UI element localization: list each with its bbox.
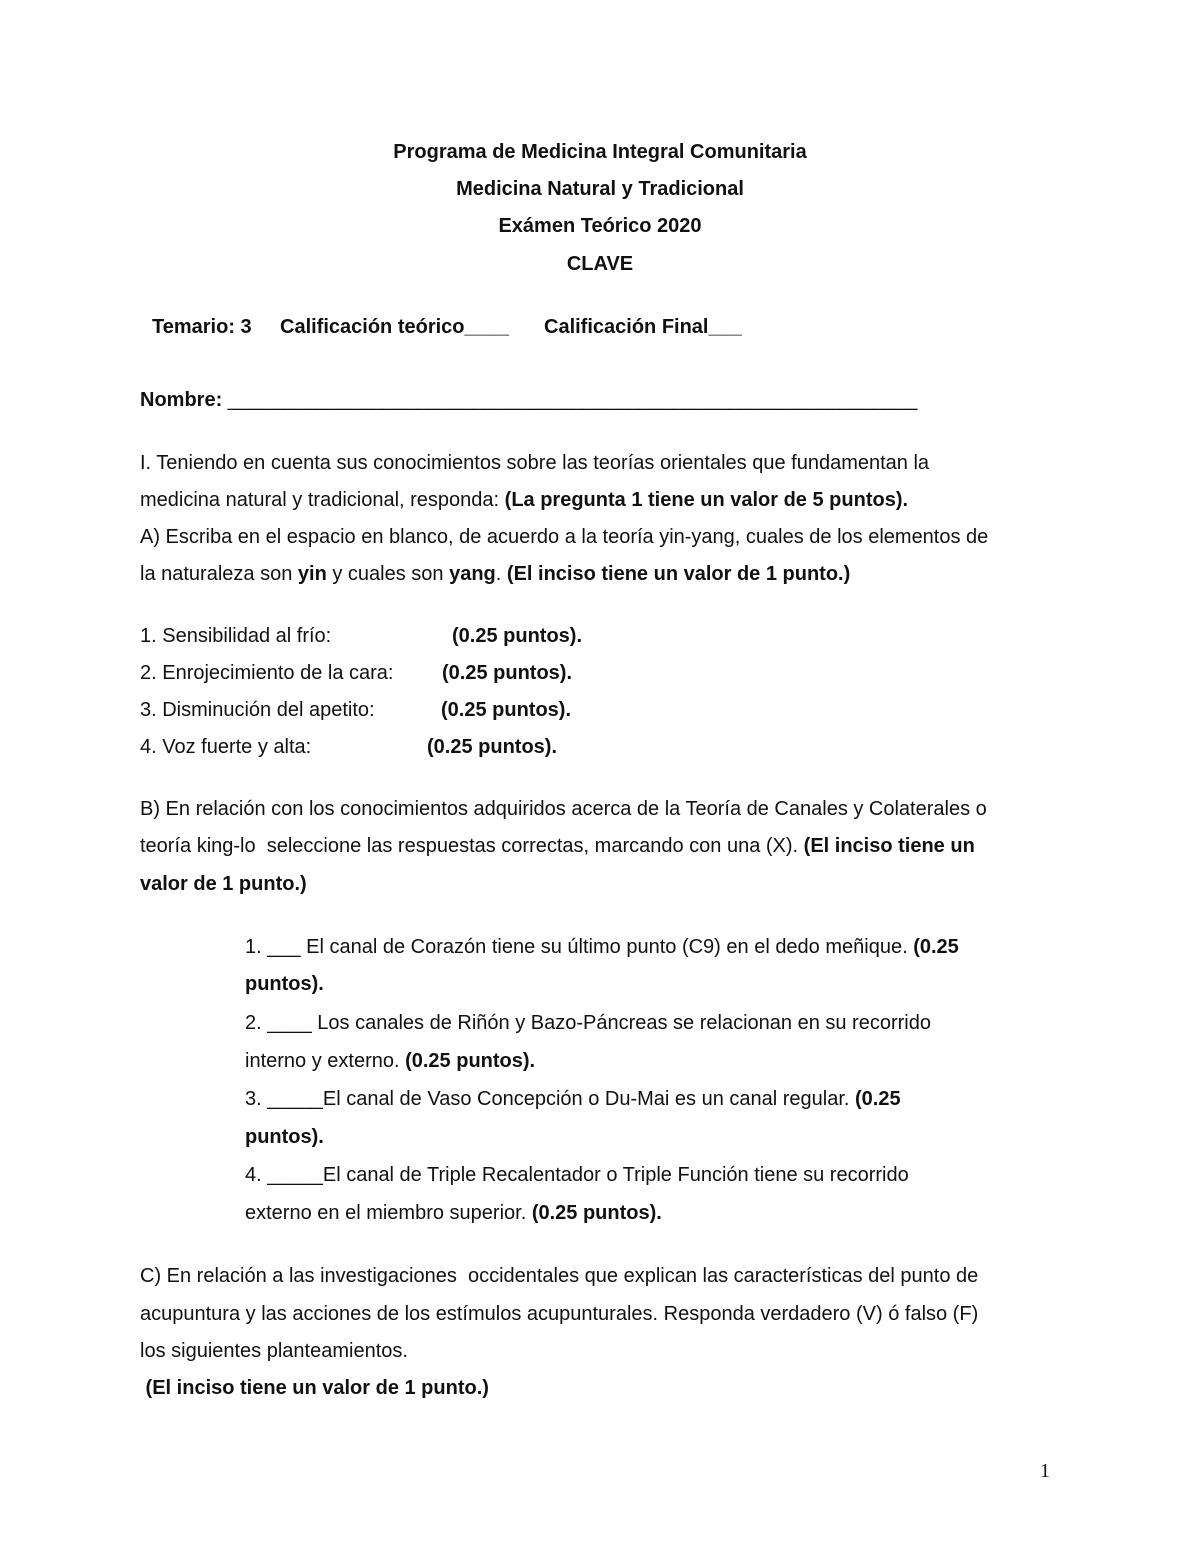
part-c-value: (El inciso tiene un valor de 1 punto.) xyxy=(140,1377,489,1399)
name-field xyxy=(140,389,917,412)
part-b-item-points: puntos). xyxy=(245,973,324,995)
final-grade-field: Calificación Final___ xyxy=(544,316,742,338)
part-a-line1: A) Escriba en el espacio en blanco, de acuerdo a la teoría yin-yang, cuales de los elementos de xyxy=(140,526,989,548)
part-a-item: 1. Sensibilidad al frío: xyxy=(140,625,332,647)
course-title: Medicina Natural y Tradicional xyxy=(456,178,744,200)
part-b-item-cont: interno y externo. (0.25 puntos). xyxy=(245,1050,536,1072)
answer-key-label: CLAVE xyxy=(566,253,634,275)
part-a-line2: la naturaleza son yin y cuales son yang. (El inciso tiene un valor de 1 punto.) xyxy=(140,563,851,585)
part-c-line2: acupuntura y las acciones de los estímulos acupunturales. Responda verdadero (V) ó falso (F) xyxy=(140,1303,979,1325)
part-b-item-cont: externo en el miembro superior. (0.25 puntos). xyxy=(245,1202,662,1224)
name-label: Nombre: xyxy=(140,389,223,411)
name-blank: ______________________________________________________________ xyxy=(227,389,918,411)
part-b-item: 4. _____El canal de Triple Recalentador o Triple Función tiene su recorrido xyxy=(245,1164,909,1186)
temario-label: Temario: 3 xyxy=(152,316,252,338)
part-b-value: valor de 1 punto.) xyxy=(140,873,307,895)
part-b-item: 2. ____ Los canales de Riñón y Bazo-Páncreas se relacionan en su recorrido xyxy=(245,1012,931,1034)
part-a-item-points: (0.25 puntos). xyxy=(441,699,572,721)
part-c-line1: C) En relación a las investigaciones occidentales que explican las características del punto de xyxy=(140,1265,979,1287)
part-b-item: 3. _____El canal de Vaso Concepción o Du-Mai es un canal regular. (0.25 xyxy=(245,1088,901,1110)
part-a-item: 3. Disminución del apetito: xyxy=(140,699,375,721)
part-a-item: 4. Voz fuerte y alta: xyxy=(140,736,312,758)
program-title: Programa de Medicina Integral Comunitaria xyxy=(393,141,807,163)
part-b-line2: teoría king-lo seleccione las respuestas correctas, marcando con una (X). (El inciso tiene un xyxy=(140,835,975,857)
part-a-item-points: (0.25 puntos). xyxy=(427,736,558,758)
question-1-value: (La pregunta 1 tiene un valor de 5 puntos). xyxy=(504,489,909,511)
part-a-item-points: (0.25 puntos). xyxy=(452,625,583,647)
part-a-value: (El inciso tiene un valor de 1 punto.) xyxy=(506,563,851,585)
part-b-item: 1. ___ El canal de Corazón tiene su último punto (C9) en el dedo meñique. (0.25 xyxy=(245,936,959,958)
exam-title: Exámen Teórico 2020 xyxy=(498,215,702,237)
question-1-intro-line1: I. Teniendo en cuenta sus conocimientos sobre las teorías orientales que fundamentan la xyxy=(140,452,930,474)
part-b-line1: B) En relación con los conocimientos adquiridos acerca de la Teoría de Canales y Colaterales o xyxy=(140,798,987,820)
part-a-item: 2. Enrojecimiento de la cara: xyxy=(140,662,394,684)
page-number: 1 xyxy=(1040,1460,1050,1482)
theory-grade-field: Calificación teórico____ xyxy=(280,316,509,338)
part-c-line3: los siguientes planteamientos. xyxy=(140,1340,408,1362)
question-1-intro-line2: medicina natural y tradicional, responda: (La pregunta 1 tiene un valor de 5 puntos). xyxy=(140,489,909,511)
part-a-item-points: (0.25 puntos). xyxy=(442,662,573,684)
part-b-item-points: puntos). xyxy=(245,1126,324,1148)
